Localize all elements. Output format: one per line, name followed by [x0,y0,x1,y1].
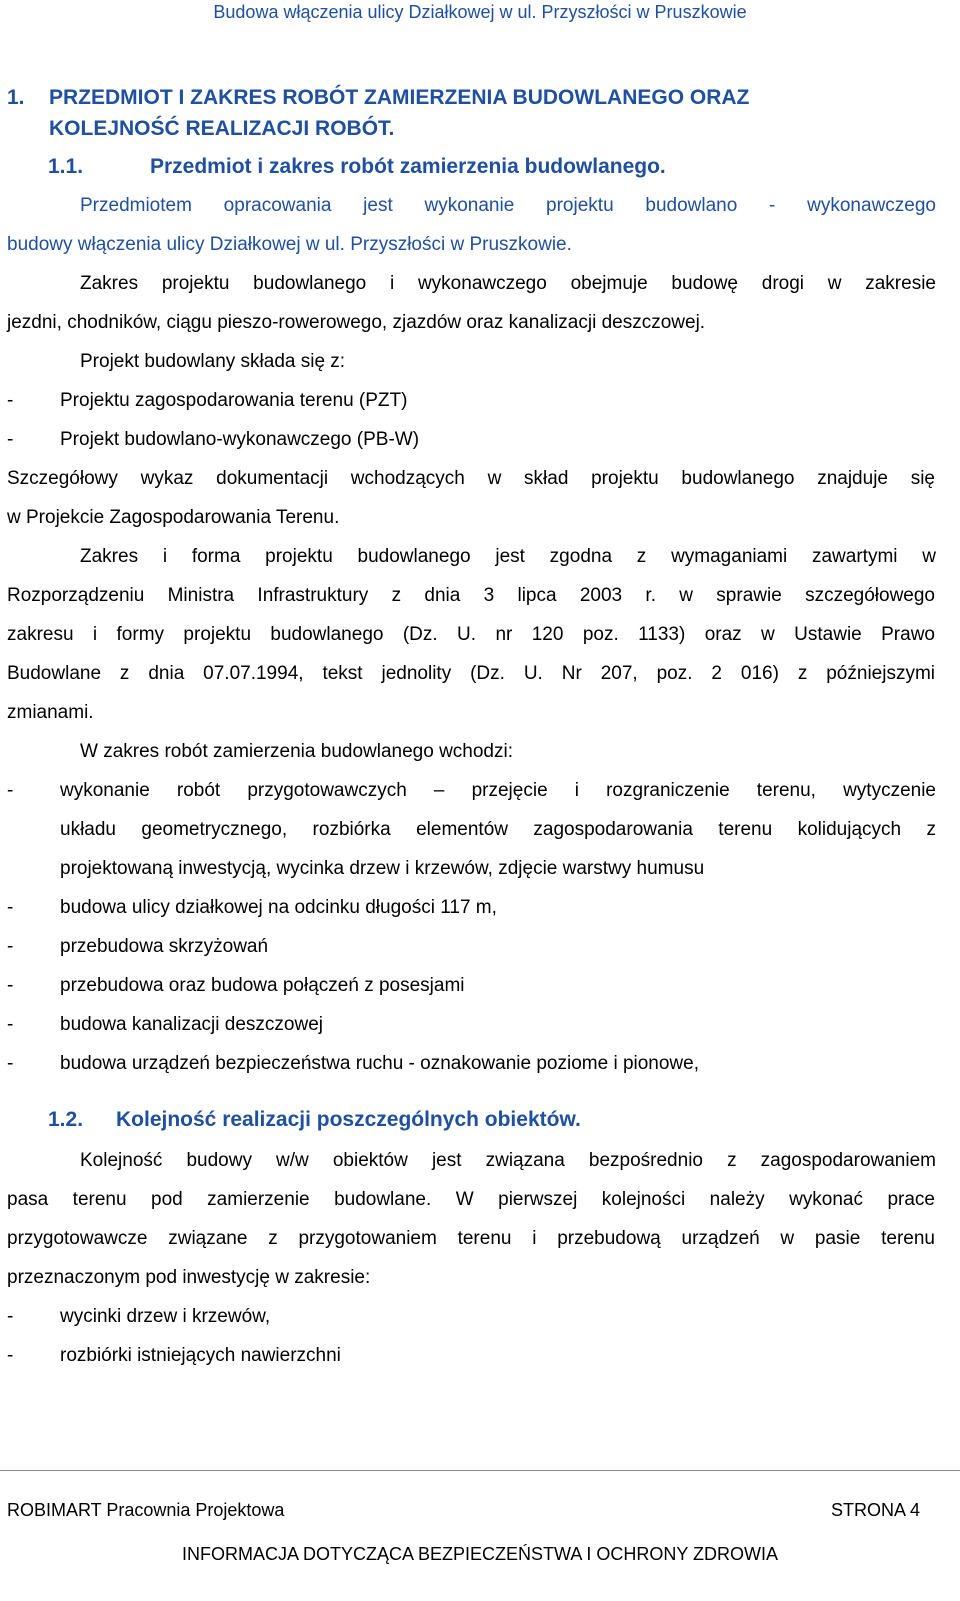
section-1-2-title: Kolejność realizacji poszczególnych obiektów. [116,1108,581,1131]
section-1-2-number: 1.2. [48,1108,84,1131]
list-item-text: budowa ulicy działkowej na odcinku długości 117 m, [60,897,497,918]
section-1-1-title: Przedmiot i zakres robót zamierzenia budowlanego. [150,155,666,178]
list-item [7,1345,341,1367]
paragraph-line: Rozporządzeniu Ministra Infrastruktury z dnia 3 lipca 2003 r. w sprawie szczegółowego [7,585,935,606]
paragraph-line: jezdni, chodników, ciągu pieszo-rowerowego, zjazdów oraz kanalizacji deszczowej. [7,312,706,333]
footer-company: ROBIMART Pracownia Projektowa [7,1500,285,1520]
list-item [7,936,268,958]
list-dash: - [7,1345,14,1366]
list-dash: - [7,897,14,918]
list-item [7,1014,323,1036]
paragraph-line: Zakres i forma projektu budowlanego jest zgodna z wymaganiami zawartymi w [80,546,936,567]
list-item-text: budowa urządzeń bezpieczeństwa ruchu - oznakowanie poziome i pionowe, [60,1053,699,1074]
list-item-text: przebudowa oraz budowa połączeń z posesjami [60,975,465,996]
section-1-number: 1. [7,86,25,109]
paragraph-line: w Projekcie Zagospodarowania Terenu. [7,507,340,528]
list-item-continuation: układu geometrycznego, rozbiórka elementów zagospodarowania terenu kolidujących z [60,819,936,840]
list-item [7,429,419,451]
list-dash: - [7,936,14,957]
list-item [7,897,497,919]
list-item-text: rozbiórki istniejących nawierzchni [60,1345,341,1366]
list-dash: - [7,1053,14,1074]
paragraph-line: W zakres robót zamierzenia budowlanego wchodzi: [80,741,513,762]
page-header-title: Budowa włączenia ulicy Działkowej w ul. Przyszłości w Pruszkowie [213,2,747,22]
list-item-text: budowa kanalizacji deszczowej [60,1014,323,1035]
paragraph-line: Przedmiotem opracowania jest wykonanie projektu budowlano - wykonawczego [80,195,936,216]
footer-bottom-title: INFORMACJA DOTYCZĄCA BEZPIECZEŃSTWA I OCHRONY ZDROWIA [181,1544,779,1564]
section-1-2-heading [48,1108,581,1132]
section-1-1-number: 1.1. [48,155,84,178]
paragraph-line: Kolejność budowy w/w obiektów jest związana bezpośrednio z zagospodarowaniem [80,1150,936,1171]
paragraph-line: Zakres projektu budowlanego i wykonawczego obejmuje budowę drogi w zakresie [80,273,936,294]
paragraph-line: przygotowawcze związane z przygotowaniem terenu i przebudową urządzeń w pasie terenu [7,1228,935,1249]
paragraph-line: Budowlane z dnia 07.07.1994, tekst jednolity (Dz. U. Nr 207, poz. 2 016) z późniejszymi [7,663,935,684]
list-item [7,1053,699,1075]
paragraph-line: zmianami. [7,702,94,723]
paragraph-line: budowy włączenia ulicy Działkowej w ul. Przyszłości w Pruszkowie. [7,234,572,255]
list-item-continuation: projektowaną inwestycją, wycinka drzew i krzewów, zdjęcie warstwy humusu [60,858,705,879]
list-dash: - [7,429,14,450]
paragraph-line: Szczegółowy wykaz dokumentacji wchodzących w skład projektu budowlanego znajduje się [7,468,935,489]
list-dash: - [7,390,14,411]
list-item [7,390,407,412]
section-1-1-heading [48,155,666,179]
list-item [7,975,465,997]
list-item-text: wykonanie robót przygotowawczych – przejęcie i rozgraniczenie terenu, wytyczenie [60,780,936,801]
list-dash: - [7,975,14,996]
paragraph-line: zakresu i formy projektu budowlanego (Dz. U. nr 120 poz. 1133) oraz w Ustawie Prawo [7,624,935,645]
paragraph-line: Projekt budowlany składa się z: [80,351,346,372]
footer-divider [0,1470,960,1471]
list-dash: - [7,780,14,801]
footer-page-number: STRONA 4 [830,1500,920,1520]
section-1-title-line2: KOLEJNOŚĆ REALIZACJI ROBÓT. [49,117,395,140]
list-item [7,1306,270,1328]
section-1-title-line1: PRZEDMIOT I ZAKRES ROBÓT ZAMIERZENIA BUDOWLANEGO ORAZ [49,86,750,109]
paragraph-line: pasa terenu pod zamierzenie budowlane. W pierwszej kolejności należy wykonać prace [7,1189,935,1210]
section-1-heading [7,82,907,144]
list-dash: - [7,1306,14,1327]
list-dash: - [7,1014,14,1035]
paragraph-line: przeznaczonym pod inwestycję w zakresie: [7,1267,371,1288]
list-item-text: Projekt budowlano-wykonawczego (PB-W) [60,429,420,450]
list-item-text: przebudowa skrzyżowań [60,936,269,957]
list-item [7,780,936,802]
list-item-text: Projektu zagospodarowania terenu (PZT) [60,390,408,411]
list-item-text: wycinki drzew i krzewów, [60,1306,271,1327]
